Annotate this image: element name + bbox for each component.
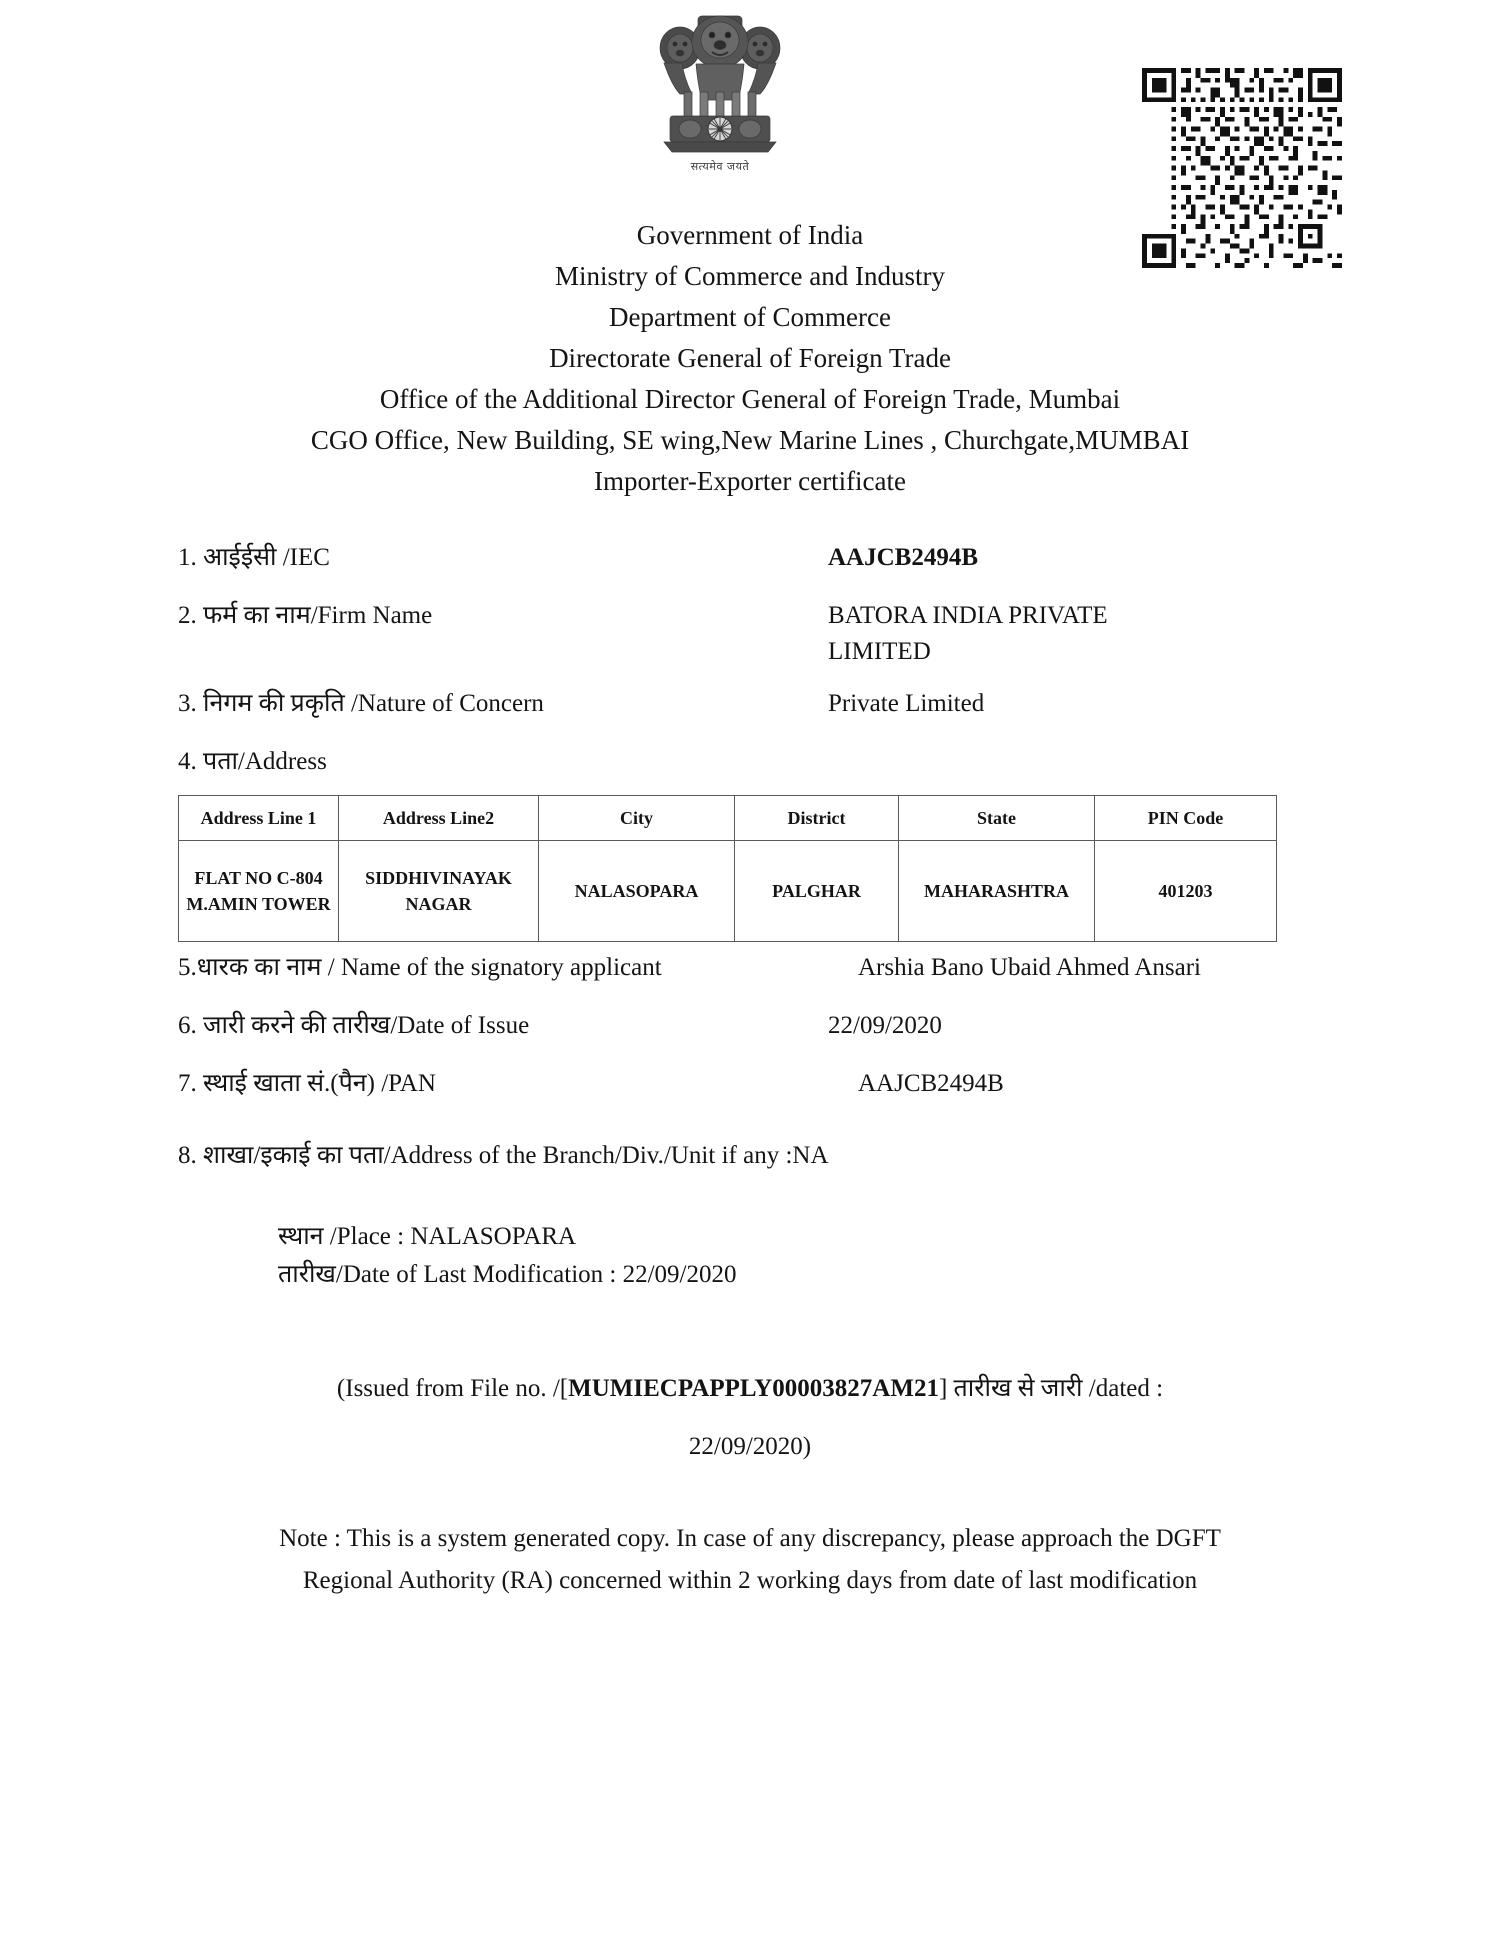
file-number-prefix: (Issued from File no. /[: [336, 1375, 569, 1402]
field-row-signatory: [0, 950, 1500, 1008]
file-number-block: [0, 1360, 1500, 1476]
column-header-address-line-2: Address Line2: [339, 796, 539, 841]
document-header: [0, 215, 1500, 502]
column-header-district: District: [735, 796, 899, 841]
national-emblem-icon: [650, 8, 790, 158]
field-row-address: [0, 744, 1500, 802]
field-label-iec: 1. आईईसी /IEC: [178, 544, 330, 571]
header-line-department: Department of Commerce: [609, 302, 891, 332]
column-header-city: City: [539, 796, 735, 841]
table-row: [179, 841, 1277, 942]
field-row-date-of-issue: [0, 1008, 1500, 1066]
field-label-pan: 7. स्थाई खाता सं.(पैन) /PAN: [178, 1070, 436, 1097]
note-line-1: Note : This is a system generated copy. In case of any discrepancy, please approach the DGFT: [279, 1525, 1221, 1552]
address-table-wrapper: [178, 795, 1277, 942]
fields-group-lower: [0, 950, 1500, 1124]
place-and-modification-block: [278, 1218, 737, 1294]
cell-address-line-1: FLAT NO C-804 M.AMIN TOWER: [179, 841, 339, 942]
file-number-value: MUMIECPAPPLY00003827AM21: [568, 1375, 939, 1402]
date-of-last-modification-line: तारीख/Date of Last Modification : 22/09/2020: [278, 1261, 737, 1288]
field-row-iec: [0, 540, 1500, 598]
address-table-header-row: [179, 796, 1277, 841]
field-value-nature-of-concern: Private Limited: [828, 690, 985, 717]
document-title: Importer-Exporter certificate: [593, 466, 907, 496]
column-header-state: State: [899, 796, 1095, 841]
file-number-line: [0, 1360, 1500, 1418]
file-number-suffix: ] तारीख से जारी /dated :: [938, 1375, 1164, 1402]
column-header-address-line-1: Address Line 1: [179, 796, 339, 841]
field-label-address: 4. पता/Address: [178, 748, 327, 775]
cell-city: NALASOPARA: [539, 841, 735, 942]
firm-name-line-2: LIMITED: [828, 638, 931, 665]
header-line-government: Government of India: [636, 220, 864, 250]
field-value-signatory: Arshia Bano Ubaid Ahmed Ansari: [858, 954, 1202, 981]
field-label-nature-of-concern: 3. निगम की प्रकृति /Nature of Concern: [178, 690, 544, 717]
header-line-directorate: Directorate General of Foreign Trade: [549, 343, 951, 373]
emblem-motto: सत्यमेव जयते: [690, 160, 750, 173]
firm-name-line-1: BATORA INDIA PRIVATE: [828, 602, 1108, 629]
field-value-iec: AAJCB2494B: [828, 544, 979, 571]
cell-district: PALGHAR: [735, 841, 899, 942]
cell-pin-code: 401203: [1095, 841, 1277, 942]
field-label-firm-name: 2. फर्म का नाम/Firm Name: [178, 602, 433, 629]
field-value-date-of-issue: 22/09/2020: [828, 1012, 942, 1039]
place-line: स्थान /Place : NALASOPARA: [278, 1223, 577, 1250]
field-value-firm-name: [828, 598, 1108, 670]
note-line-2: Regional Authority (RA) concerned within 2 working days from date of last modification: [302, 1567, 1198, 1594]
note-block: [0, 1518, 1500, 1602]
header-line-address: CGO Office, New Building, SE wing,New Marine Lines , Churchgate,MUMBAI: [310, 425, 1190, 455]
file-number-date-line: 22/09/2020): [688, 1433, 812, 1460]
field-label-date-of-issue: 6. जारी करने की तारीख/Date of Issue: [178, 1012, 530, 1039]
field-label-signatory: 5.धारक का नाम / Name of the signatory applicant: [178, 954, 662, 981]
field-row-pan: [0, 1066, 1500, 1124]
field-value-pan: AAJCB2494B: [858, 1070, 1004, 1097]
national-emblem-block: [630, 8, 810, 174]
header-line-ministry: Ministry of Commerce and Industry: [555, 261, 945, 291]
fields-group-upper: [0, 540, 1500, 802]
cell-state: MAHARASHTRA: [899, 841, 1095, 942]
cell-address-line-2: SIDDHIVINAYAK NAGAR: [339, 841, 539, 942]
column-header-pin-code: PIN Code: [1095, 796, 1277, 841]
field-row-nature-of-concern: [0, 686, 1500, 744]
header-line-office: Office of the Additional Director General of Foreign Trade, Mumbai: [379, 384, 1121, 414]
field-row-branch-address: 8. शाखा/इकाई का पता/Address of the Branch/Div./Unit if any :NA: [178, 1142, 829, 1169]
field-row-firm-name: [0, 598, 1500, 686]
address-table: [178, 795, 1277, 942]
